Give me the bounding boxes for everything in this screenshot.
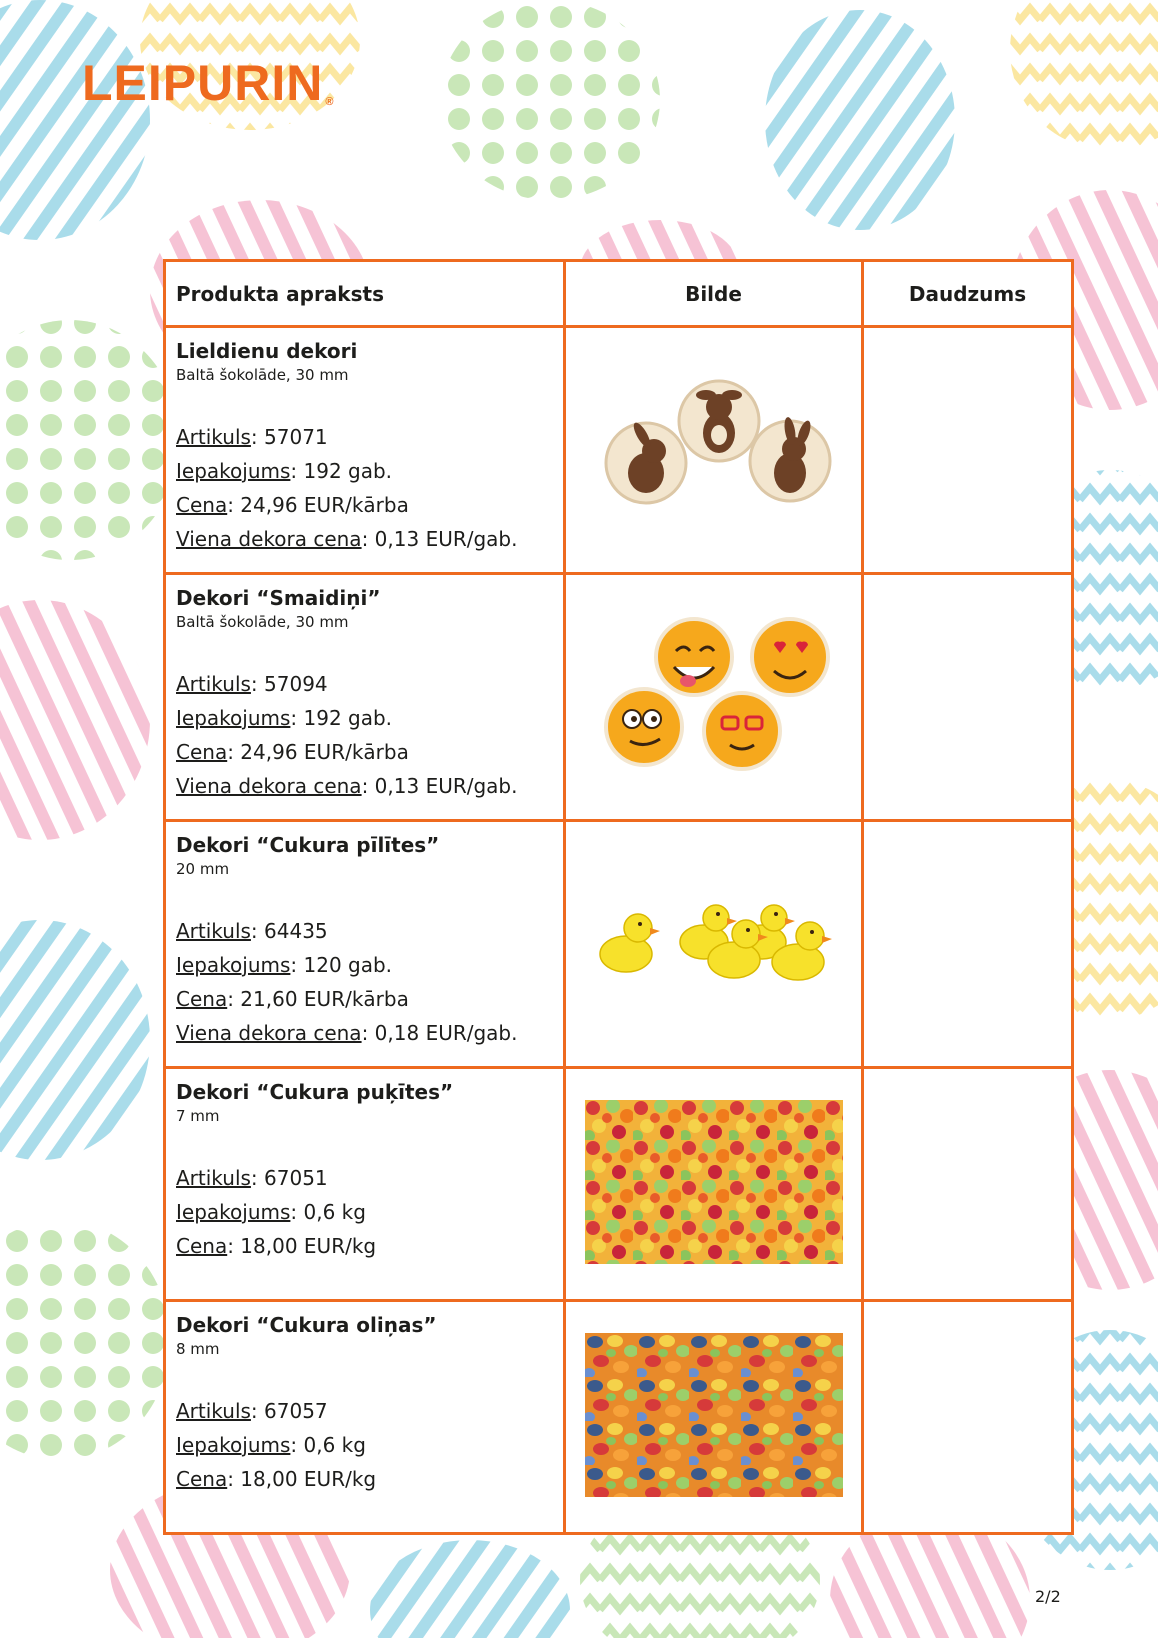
page-number: 2/2 <box>1035 1587 1061 1606</box>
package-line <box>176 1195 553 1229</box>
table-row <box>165 574 1073 821</box>
product-quantity-cell[interactable] <box>863 327 1073 574</box>
price-value: : 18,00 EUR/kg <box>227 1467 377 1491</box>
article-line <box>176 1394 553 1428</box>
sugar-flower-sprinkles-icon <box>585 1100 843 1264</box>
product-subtitle: 20 mm <box>176 860 230 878</box>
product-quantity-cell[interactable] <box>863 574 1073 821</box>
header-description: Produkta apraksts <box>165 261 565 327</box>
product-quantity-cell[interactable] <box>863 1068 1073 1301</box>
product-description-cell <box>165 821 565 1068</box>
price-line <box>176 1229 553 1263</box>
product-description-cell <box>165 327 565 574</box>
product-subtitle: 7 mm <box>176 1107 220 1125</box>
smiley-face-decorations-icon <box>594 615 834 775</box>
product-image-cell <box>565 574 863 821</box>
price-label: Cena <box>176 1467 228 1491</box>
product-description-cell <box>165 1301 565 1534</box>
header-image: Bilde <box>565 261 863 327</box>
product-name: Dekori “Smaidiņi” <box>176 586 381 610</box>
article-line <box>176 914 553 948</box>
product-subtitle: 8 mm <box>176 1340 220 1358</box>
article-line <box>176 420 553 454</box>
price-label: Cena <box>176 493 228 517</box>
package-line <box>176 454 553 488</box>
article-label: Artikuls <box>176 425 251 449</box>
table-row <box>165 1301 1073 1534</box>
product-image-cell <box>565 327 863 574</box>
price-value: : 24,96 EUR/kārba <box>227 493 409 517</box>
package-value: : 120 gab. <box>290 953 393 977</box>
price-label: Cena <box>176 1234 228 1258</box>
price-line <box>176 982 553 1016</box>
registered-mark: ® <box>325 96 335 108</box>
product-image-cell <box>565 821 863 1068</box>
package-label: Iepakojums <box>176 459 291 483</box>
article-line <box>176 667 553 701</box>
table-row <box>165 327 1073 574</box>
product-image-cell <box>565 1068 863 1301</box>
price-label: Cena <box>176 740 228 764</box>
package-value: : 0,6 kg <box>290 1200 366 1224</box>
table-row <box>165 1068 1073 1301</box>
product-description-cell <box>165 1068 565 1301</box>
article-label: Artikuls <box>176 1166 251 1190</box>
article-value: : 67051 <box>250 1166 328 1190</box>
article-value: : 67057 <box>250 1399 328 1423</box>
product-image-cell <box>565 1301 863 1534</box>
unit-price-line <box>176 769 553 803</box>
product-name: Dekori “Cukura pīlītes” <box>176 833 440 857</box>
chocolate-bunny-decorations-icon <box>594 373 834 523</box>
header-quantity: Daudzums <box>863 261 1073 327</box>
unit-price-line <box>176 1016 553 1050</box>
article-value: : 64435 <box>250 919 328 943</box>
unit-price-value: : 0,18 EUR/gab. <box>361 1021 518 1045</box>
price-value: : 18,00 EUR/kg <box>227 1234 377 1258</box>
price-line <box>176 735 553 769</box>
price-value: : 21,60 EUR/kārba <box>227 987 409 1011</box>
package-line <box>176 948 553 982</box>
sugar-duckling-decorations-icon <box>594 892 834 992</box>
product-table <box>163 259 1074 1535</box>
product-name: Dekori “Cukura puķītes” <box>176 1080 454 1104</box>
package-label: Iepakojums <box>176 953 291 977</box>
product-description-cell <box>165 574 565 821</box>
unit-price-label: Viena dekora cena <box>176 527 362 551</box>
price-value: : 24,96 EUR/kārba <box>227 740 409 764</box>
product-subtitle: Baltā šokolāde, 30 mm <box>176 366 349 384</box>
price-label: Cena <box>176 987 228 1011</box>
logo-text: LEIPURIN <box>82 55 324 111</box>
price-line <box>176 1462 553 1496</box>
article-line <box>176 1161 553 1195</box>
package-line <box>176 701 553 735</box>
unit-price-line <box>176 522 553 556</box>
article-value: : 57094 <box>250 672 328 696</box>
package-value: : 192 gab. <box>290 706 393 730</box>
product-quantity-cell[interactable] <box>863 1301 1073 1534</box>
sugar-egg-sprinkles-icon <box>585 1333 843 1497</box>
product-quantity-cell[interactable] <box>863 821 1073 1068</box>
article-label: Artikuls <box>176 919 251 943</box>
unit-price-value: : 0,13 EUR/gab. <box>361 527 518 551</box>
product-name: Dekori “Cukura oliņas” <box>176 1313 437 1337</box>
package-label: Iepakojums <box>176 1200 291 1224</box>
article-value: : 57071 <box>250 425 328 449</box>
article-label: Artikuls <box>176 1399 251 1423</box>
package-line <box>176 1428 553 1462</box>
product-subtitle: Baltā šokolāde, 30 mm <box>176 613 349 631</box>
unit-price-value: : 0,13 EUR/gab. <box>361 774 518 798</box>
package-label: Iepakojums <box>176 1433 291 1457</box>
table-row <box>165 821 1073 1068</box>
package-value: : 192 gab. <box>290 459 393 483</box>
package-value: : 0,6 kg <box>290 1433 366 1457</box>
unit-price-label: Viena dekora cena <box>176 1021 362 1045</box>
package-label: Iepakojums <box>176 706 291 730</box>
leipurin-logo <box>82 55 335 111</box>
price-line <box>176 488 553 522</box>
article-label: Artikuls <box>176 672 251 696</box>
product-name: Lieldienu dekori <box>176 339 358 363</box>
unit-price-label: Viena dekora cena <box>176 774 362 798</box>
table-header-row <box>165 261 1073 327</box>
